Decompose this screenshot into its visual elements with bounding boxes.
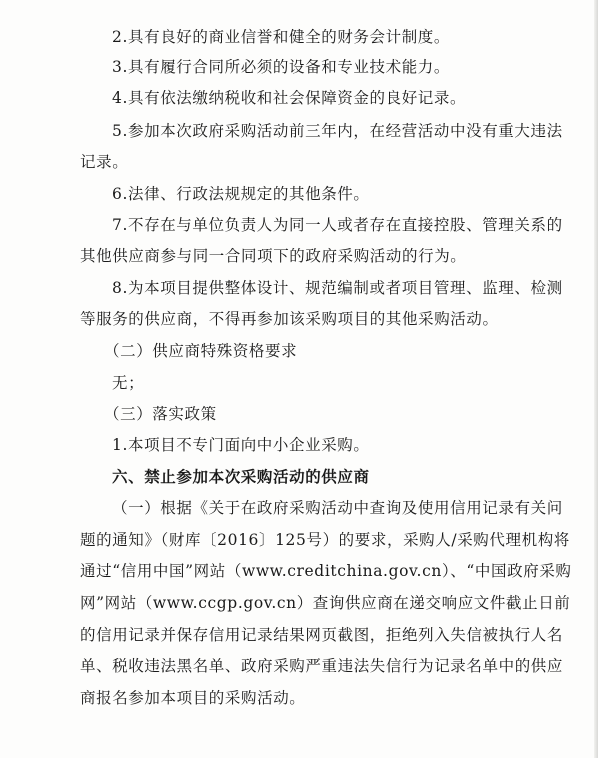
- section-6-para-line-5: 的信用记录并保存信用记录结果网页截图，拒绝列入失信被执行人名: [80, 626, 564, 644]
- clause-7-line-2: 其他供应商参与同一合同项下的政府采购活动的行为。: [80, 247, 467, 265]
- section-6-para-line-3: 通过“信用中国”网站（www.creditchina.gov.cn）、“中国政府采购: [80, 562, 572, 580]
- clause-2: 2.具有良好的商业信誉和健全的财务会计制度。: [112, 28, 450, 46]
- clause-6: 6.法律、行政法规规定的其他条件。: [112, 185, 370, 203]
- section-6-para-line-2: 题的通知》（财库〔2016〕125号）的要求，采购人/采购代理机构将: [80, 531, 570, 549]
- subsection-3-item-1: 1.本项目不专门面向中小企业采购。: [112, 436, 370, 454]
- clause-5-line-2: 记录。: [80, 153, 129, 171]
- page-edge-shadow: [594, 0, 598, 758]
- clause-5-line-1: 5.参加本次政府采购活动前三年内，在经营活动中没有重大违法: [112, 122, 563, 140]
- clause-7-line-1: 7.不存在与单位负责人为同一人或者存在直接控股、管理关系的: [112, 216, 563, 234]
- clause-8-line-2: 等服务的供应商，不得再参加该采购项目的其他采购活动。: [80, 310, 499, 328]
- subsection-3-heading: （三）落实政策: [104, 405, 217, 423]
- section-6-para-line-7: 商报名参加本项目的采购活动。: [80, 689, 306, 707]
- section-6-para-line-6: 单、税收违法黑名单、政府采购严重违法失信行为记录名单中的供应: [80, 657, 564, 675]
- subsection-2-body: 无；: [112, 374, 145, 392]
- section-6-heading: 六、禁止参加本次采购活动的供应商: [112, 467, 370, 486]
- clause-3: 3.具有履行合同所必须的设备和专业技术能力。: [112, 58, 450, 76]
- clause-4: 4.具有依法缴纳税收和社会保障资金的良好记录。: [112, 89, 467, 107]
- clause-8-line-1: 8.为本项目提供整体设计、规范编制或者项目管理、监理、检测: [112, 279, 563, 297]
- section-6-para-line-1: （一）根据《关于在政府采购活动中查询及使用信用记录有关问: [112, 499, 563, 517]
- section-6-para-line-4: 网”网站（www.ccgp.gov.cn）查询供应商在递交响应文件截止日前: [80, 594, 571, 612]
- subsection-2-heading: （二）供应商特殊资格要求: [104, 342, 298, 360]
